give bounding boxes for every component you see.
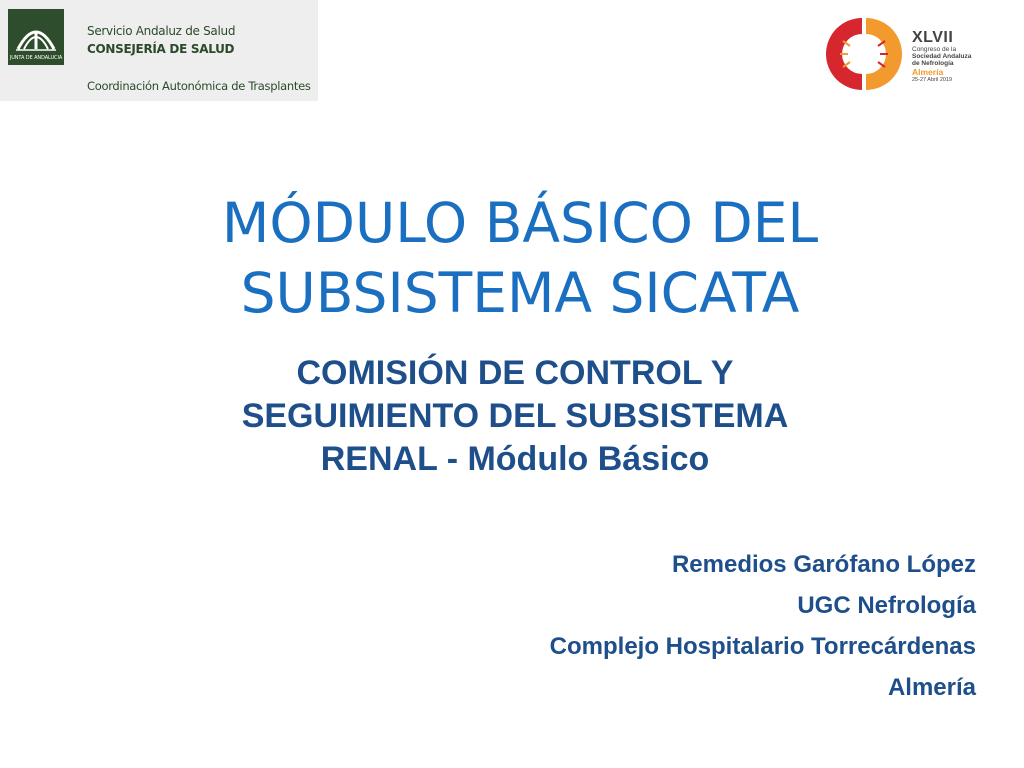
slide-subtitle [120, 352, 910, 481]
org-department: CONSEJERÍA DE SALUD [87, 42, 235, 56]
junta-andalucia-logo [0, 0, 318, 101]
congress-line-3: de Nefrología [912, 60, 954, 67]
congress-city: Almería [912, 67, 944, 77]
subtitle-line-3: RENAL - Módulo Básico [320, 440, 710, 478]
emblem-caption: JUNTA DE ANDALUCIA [9, 55, 63, 61]
slide-title [100, 188, 940, 328]
author-name: Remedios Garófano López [671, 551, 976, 578]
congress-dates: 25-27 Abril 2019 [912, 77, 953, 83]
junta-emblem-icon [8, 9, 64, 65]
subtitle-line-2: SEGUIMIENTO DEL SUBSISTEMA [241, 397, 789, 435]
org-name: Servicio Andaluz de Salud [87, 24, 236, 38]
congress-text [912, 30, 1002, 84]
congress-line-2: Sociedad Andaluza [912, 53, 972, 60]
author-hospital: Complejo Hospitalario Torrecárdenas [549, 633, 976, 660]
title-line-2: SUBSISTEMA SICATA [240, 261, 800, 325]
subtitle-line-1: COMISIÓN DE CONTROL Y [296, 354, 734, 392]
congress-logo [822, 14, 1002, 94]
org-unit: Coordinación Autonómica de Trasplantes [87, 79, 311, 93]
congress-edition: XLVII [912, 29, 954, 46]
author-block [356, 544, 976, 708]
author-city: Almería [887, 674, 976, 701]
congress-sun-icon [822, 14, 906, 94]
author-unit: UGC Nefrología [797, 592, 976, 619]
congress-line-1: Congreso de la [912, 46, 957, 53]
title-line-1: MÓDULO BÁSICO DEL [221, 191, 819, 255]
